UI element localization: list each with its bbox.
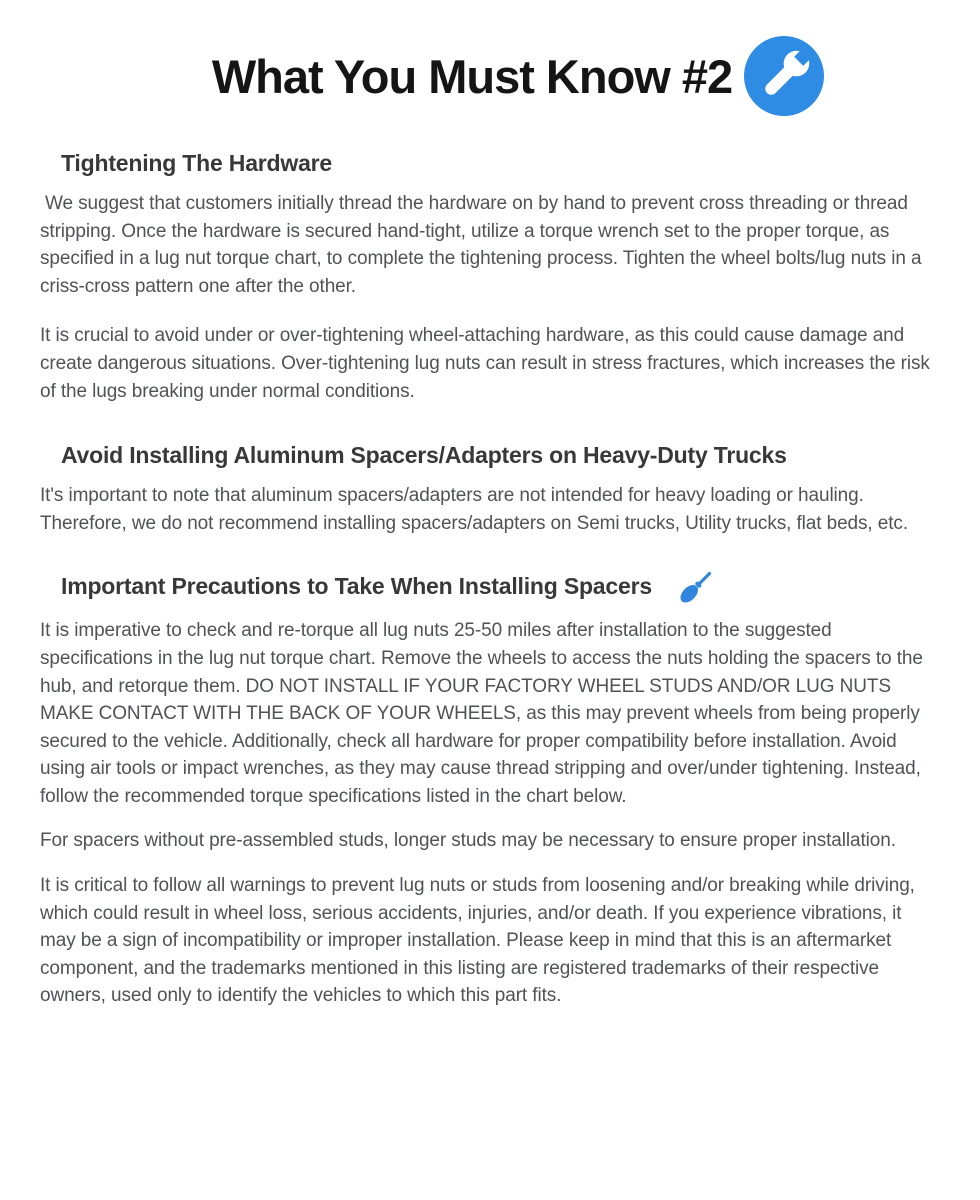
paragraph-longer-studs: For spacers without pre-assembled studs, longer studs may be necessary to ensure proper installation.	[40, 829, 896, 851]
header	[0, 0, 980, 119]
section-aluminum-spacers	[40, 441, 940, 537]
paragraph-avoid-overtightening: It is crucial to avoid under or over-tightening wheel-attaching hardware, as this could cause damage and create dangerous situations. Over-tightening lug nuts can result in stress fractures, which increases the risk of the lugs breaking under normal conditions.	[40, 325, 930, 402]
content	[0, 149, 980, 1010]
page-title: What You Must Know #2	[211, 49, 733, 103]
section-tightening-hardware	[40, 149, 940, 405]
precautions-heading-row	[40, 563, 940, 609]
paragraph-thread-by-hand: We suggest that customers initially thread the hardware on by hand to prevent cross threading or thread stripping. Once the hardware is secured hand-tight, utilize a torque wrench set to the proper torque, as specified in a lug nut torque chart, to complete the tightening process. Tighten the wheel bolts/lug nuts in a criss-cross pattern one after the other.	[40, 193, 922, 297]
paragraph-aluminum-warning: It's important to note that aluminum spacers/adapters are not intended for heavy loading or hauling. Therefore, we do not recommend installing spacers/adapters on Semi trucks, Utility trucks, flat beds, etc.	[40, 485, 909, 534]
section-heading-precautions: Important Precautions to Take When Installing Spacers	[61, 573, 652, 600]
section-heading-tightening: Tightening The Hardware	[61, 150, 333, 176]
section-heading-aluminum: Avoid Installing Aluminum Spacers/Adapters on Heavy-Duty Trucks	[61, 442, 787, 469]
wrench-icon	[744, 36, 824, 116]
screwdriver-icon	[672, 563, 718, 609]
paragraph-retorque-warning: It is imperative to check and re-torque all lug nuts 25-50 miles after installation to the suggested specifications in the lug nut torque chart. Remove the wheels to access the nuts holding the spacers to the hub, and retorque them. DO NOT INSTALL IF YOUR FACTORY WHEEL STUDS AND/OR LUG NUTS MAKE CONTACT WITH THE BACK OF YOUR WHEELS, as this may prevent wheels from being properly secured to the vehicle. Additionally, check all hardware for proper compatibility before installation. Avoid using air tools or impact wrenches, as they may cause thread stripping and over/under tightening. Instead, follow the recommended torque specifications listed in the chart below.	[40, 620, 923, 807]
section-important-precautions	[40, 563, 940, 1010]
paragraph-follow-warnings: It is critical to follow all warnings to prevent lug nuts or studs from loosening and/or breaking while driving, which could result in wheel loss, serious accidents, injuries, and/or death. If you experience vibrations, it may be a sign of incompatibility or improper installation. Please keep in mind that this is an aftermarket component, and the trademarks mentioned in this listing are registered trademarks of their respective owners, used only to identify the vehicles to which this part fits.	[40, 875, 915, 1007]
